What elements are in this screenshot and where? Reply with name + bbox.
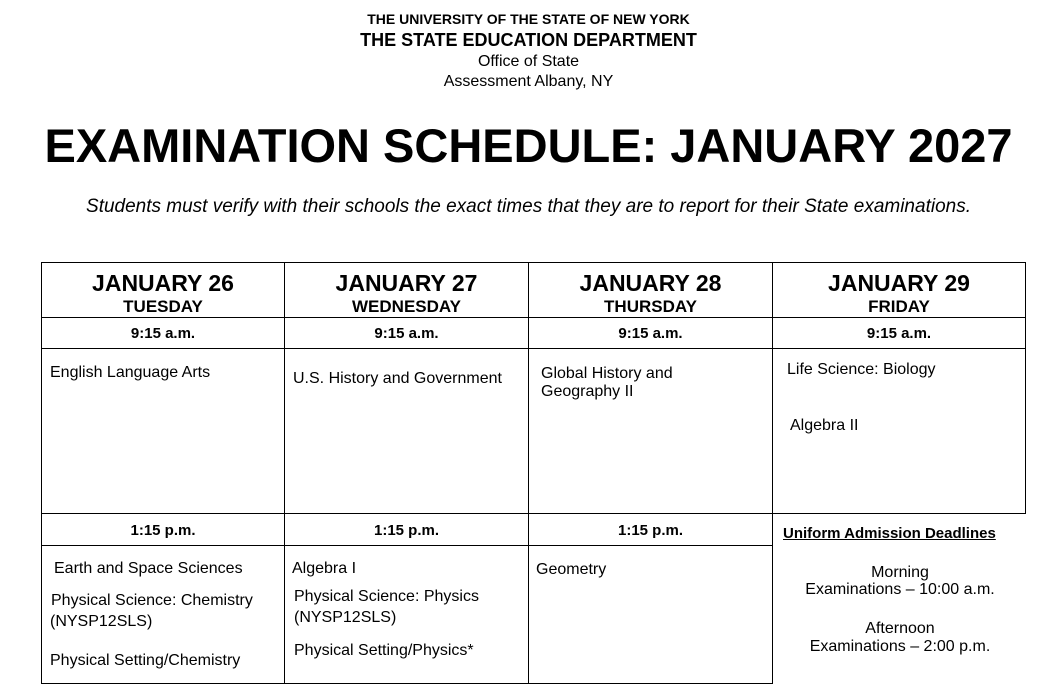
afternoon-time: 1:15 p.m. <box>130 522 196 539</box>
schedule-note: Students must verify with their schools the exact times that they are to report for their State examinations. <box>86 196 971 217</box>
afternoon-deadline-time: Examinations – 2:00 p.m. <box>809 638 991 655</box>
exam-name: Physical Setting/Chemistry <box>50 652 241 669</box>
day-weekday: THURSDAY <box>604 297 697 316</box>
table-divider-morning <box>41 513 1026 514</box>
exam-name: Earth and Space Sciences <box>54 560 243 577</box>
afternoon-time: 1:15 p.m. <box>617 522 684 539</box>
office-line-1: Office of State <box>477 53 580 70</box>
exam-name: Physical Science: Chemistry <box>51 592 253 609</box>
exam-name: Life Science: Biology <box>787 361 936 378</box>
table-border-right <box>1025 262 1026 514</box>
admission-title: Uniform Admission Deadlines <box>783 525 996 542</box>
morning-time: 9:15 a.m. <box>130 325 196 342</box>
day-weekday: FRIDAY <box>868 297 930 316</box>
day-weekday: TUESDAY <box>123 297 203 316</box>
exam-name: Geometry <box>536 561 607 578</box>
exam-name: U.S. History and Government <box>293 370 502 387</box>
morning-time: 9:15 a.m. <box>618 325 683 342</box>
morning-time: 9:15 a.m. <box>374 325 439 342</box>
exam-name: Physical Setting/Physics* <box>294 642 474 659</box>
department-name: THE STATE EDUCATION DEPARTMENT <box>360 30 697 50</box>
table-divider-afternoon-time <box>41 545 773 546</box>
university-name: THE UNIVERSITY OF THE STATE OF NEW YORK <box>367 11 690 27</box>
table-divider-morning-time <box>41 348 1026 349</box>
morning-deadline-label: Morning <box>871 564 929 581</box>
table-border-top <box>41 262 1026 263</box>
page-title: EXAMINATION SCHEDULE: JANUARY 2027 <box>44 119 1013 172</box>
exam-name: English Language Arts <box>50 364 211 381</box>
day-date: JANUARY 28 <box>579 270 722 296</box>
exam-name: Geography II <box>541 383 634 400</box>
table-divider-header <box>41 317 1026 318</box>
day-date: JANUARY 26 <box>92 270 234 296</box>
exam-name: Global History and <box>541 365 673 382</box>
day-date: JANUARY 27 <box>335 270 478 296</box>
table-border-bottom <box>41 683 773 684</box>
exam-name-code: (NYSP12SLS) <box>294 609 397 626</box>
exam-name: Algebra I <box>292 560 357 577</box>
afternoon-time: 1:15 p.m. <box>373 522 440 539</box>
afternoon-deadline-label: Afternoon <box>865 620 935 637</box>
exam-name: Physical Science: Physics <box>294 588 479 605</box>
morning-deadline-time: Examinations – 10:00 a.m. <box>805 581 995 598</box>
day-date: JANUARY 29 <box>828 270 970 296</box>
day-weekday: WEDNESDAY <box>352 297 461 316</box>
exam-name: Algebra II <box>790 417 859 434</box>
morning-time: 9:15 a.m. <box>866 325 932 342</box>
office-line-2: Assessment Albany, NY <box>443 73 614 90</box>
exam-name-code: (NYSP12SLS) <box>50 613 153 630</box>
